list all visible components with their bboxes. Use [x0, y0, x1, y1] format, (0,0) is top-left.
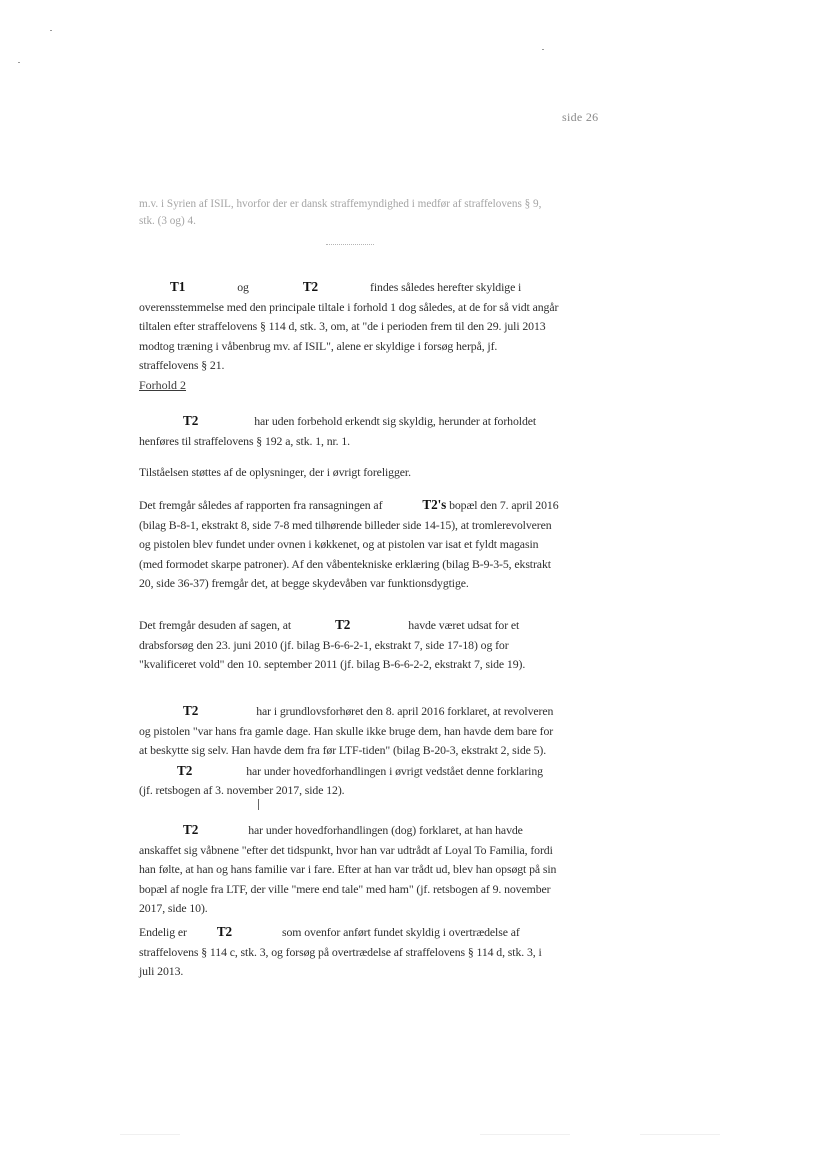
paragraph-search-report: Det fremgår således af rapporten fra ransagningen af T2's bopæl den 7. april 2016 (bilag B-8-1, ekstrakt 8, side 7-8 med tilhørende billeder side 14-15), at tromlerevolveren og pistolen blev fundet under ovnen i køkkenet, og at pistolen var isat et fyldt magasin (med formodet skarpe patroner). Af den våbentekniske erklæring (bilag B-9-3-5, ekstrakt 20, side 36-37) fremgår det, at begge skydevåben var funktionsdygtige.: [139, 497, 559, 591]
paragraph-main-hearing: T2 har under hovedforhandlingen (dog) forklaret, at han havde anskaffet sig våbnene "efter det tidspunkt, hvor han var udtrådt af Loyal To Familia, fordi han følte, at han og hans familie var i fare. Efter at han var trådt ud, blev han opsøgt på sin bopæl af nogle fra LTF, der ville "mere end tale" med ham" (jf. retsbogen af 9. november 2017, side 10).: [139, 822, 557, 916]
defendant-t2: T2: [302, 279, 319, 294]
paragraph-confession: T2 har uden forbehold erkendt sig skyldig, herunder at forholdet henføres til straffelovens § 192 a, stk. 1, nr. 1.: [139, 413, 537, 448]
word-og: og: [237, 280, 249, 294]
defendant-t2: T2: [335, 617, 351, 632]
scan-mark: [258, 799, 259, 810]
paragraph-prior-incidents: Det fremgår desuden af sagen, at T2 havde været udsat for et drabsforsøg den 23. juni 2010 (jf. bilag B-6-6-2-1, ekstrakt 7, side 17-18) og for "kvalificeret vold" den 10. september 2011 (jf. bilag B-6-6-2-2, ekstrakt 7, side 19).: [139, 617, 526, 672]
defendant-t2: T2: [183, 822, 199, 837]
paragraph-arraignment: T2 har i grundlovsforhøret den 8. april 2016 forklaret, at revolveren og pistolen "var hans fra gamle dage. Han skulle ikke bruge dem, han havde dem bare for at beskytte sig selv. Han havde dem fra før LTF-tiden" (bilag B-20-3, ekstrakt 2, side 5).T2 har under hovedforhandlingen i øvrigt vedstået denne forklaring (jf. retsbogen af 3. november 2017, side 12).: [139, 703, 554, 798]
paragraph-verdict-forhold-1: T1 og T2 findes således herefter skyldige i overensstemmelse med den principale tiltale i forhold 1 dog således, at de for så vidt angår tiltalen efter straffelovens § 114 d, stk. 3, om, at "de i perioden frem til den 29. juli 2013 modtog træning i våbenbrug mv. af ISIL", alene er skyldige i forsøg herpå, jf. straffelovens § 21.: [139, 279, 559, 373]
paragraph-supported: Tilståelsen støttes af de oplysninger, der i øvrigt foreligger.: [139, 465, 411, 479]
scan-speck: [18, 62, 20, 63]
continued-text: m.v. i Syrien af ISIL, hvorfor der er dansk straffemyndighed i medfør af straffelovens § 9, stk. (3 og) 4.: [139, 198, 542, 227]
defendant-t2-possessive: T2's: [422, 497, 447, 512]
section-heading: Forhold 2: [139, 378, 187, 392]
defendant-t2: T2: [177, 762, 193, 778]
scan-artifact: [640, 1134, 720, 1135]
defendant-t1: T1: [170, 279, 186, 294]
scan-speck: [50, 30, 52, 31]
separator-dots: [326, 244, 374, 245]
defendant-t2: T2: [183, 703, 199, 718]
scan-speck: [542, 49, 544, 50]
page-number: side 26: [562, 110, 599, 124]
scan-artifact: [480, 1134, 570, 1135]
defendant-t2: T2: [183, 413, 199, 428]
paragraph-conclusion: Endelig er T2 som ovenfor anført fundet skyldig i overtrædelse af straffelovens § 114 c, stk. 3, og forsøg på overtrædelse af straffelovens § 114 d, stk. 3, i juli 2013.: [139, 924, 542, 979]
defendant-t2: T2: [216, 924, 233, 939]
scan-artifact: [120, 1134, 180, 1135]
